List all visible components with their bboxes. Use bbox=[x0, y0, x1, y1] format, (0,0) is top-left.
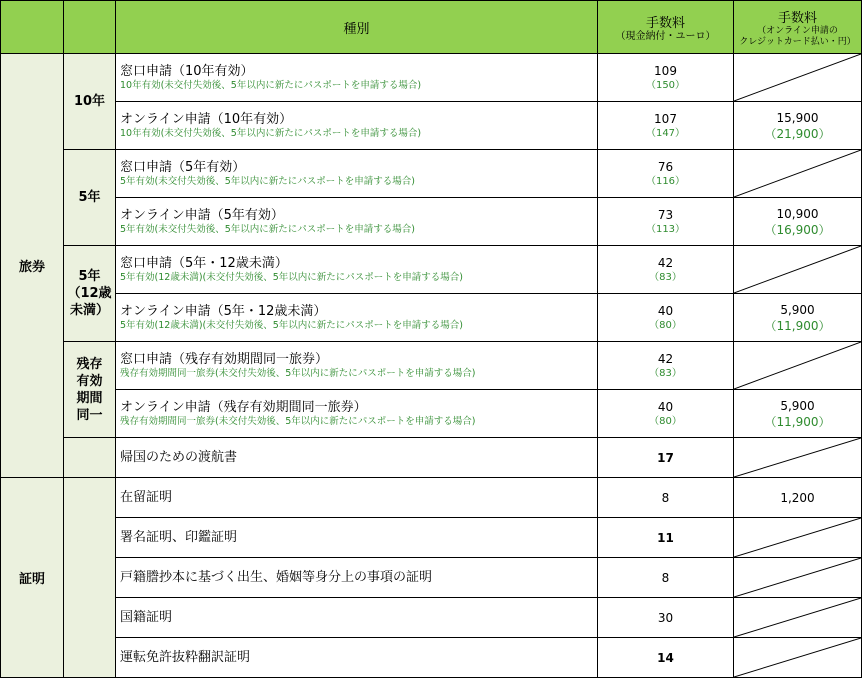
header-fee: 手数料 （現金納付・ユーロ） bbox=[598, 1, 734, 54]
category-certificate: 証明 bbox=[1, 478, 64, 678]
header-blank-2 bbox=[64, 1, 116, 54]
item-cell: オンライン申請（残存有効期間同一旅券） 残存有効期間同一旅券(未交付失効後、5年以内に新たにパスポートを申請する場合) bbox=[116, 390, 598, 438]
header-online-fee: 手数料 （オンライン申請の クレジットカード払い・円） bbox=[734, 1, 862, 54]
item-cell: 窓口申請（5年・12歳未満） 5年有効(12歳未満)(未交付失効後、5年以内に新たにパスポートを申請する場合) bbox=[116, 246, 598, 294]
not-applicable-cell bbox=[734, 598, 862, 638]
not-applicable-cell bbox=[734, 438, 862, 478]
online-fee-cell: 1,200 bbox=[734, 478, 862, 518]
header-kind: 種別 bbox=[116, 1, 598, 54]
item-cell: 運転免許抜粋翻訳証明 bbox=[116, 638, 598, 678]
fee-cell: 8 bbox=[598, 478, 734, 518]
table-row bbox=[1, 390, 862, 438]
group-blank bbox=[64, 478, 116, 678]
fee-cell: 40 （80） bbox=[598, 294, 734, 342]
online-fee-cell: 15,900 （21,900） bbox=[734, 102, 862, 150]
table-row bbox=[1, 518, 862, 558]
table-row bbox=[1, 246, 862, 294]
group-remaining-validity: 残存 有効 期間 同一 bbox=[64, 342, 116, 438]
table-row bbox=[1, 150, 862, 198]
fee-cell: 76 （116） bbox=[598, 150, 734, 198]
group-5-year: 5年 bbox=[64, 150, 116, 246]
fee-cell: 73 （113） bbox=[598, 198, 734, 246]
table-row bbox=[1, 54, 862, 102]
fee-cell: 42 （83） bbox=[598, 246, 734, 294]
table-row bbox=[1, 198, 862, 246]
table-row bbox=[1, 598, 862, 638]
not-applicable-cell bbox=[734, 558, 862, 598]
table-row bbox=[1, 438, 862, 478]
fee-cell: 107 （147） bbox=[598, 102, 734, 150]
item-cell: 在留証明 bbox=[116, 478, 598, 518]
table-row bbox=[1, 638, 862, 678]
fee-cell: 30 bbox=[598, 598, 734, 638]
fee-cell: 8 bbox=[598, 558, 734, 598]
table-row bbox=[1, 294, 862, 342]
header-row bbox=[1, 1, 862, 54]
item-cell: 窓口申請（5年有効） 5年有効(未交付失効後、5年以内に新たにパスポートを申請する場合) bbox=[116, 150, 598, 198]
not-applicable-cell bbox=[734, 246, 862, 294]
fee-cell: 11 bbox=[598, 518, 734, 558]
group-blank bbox=[64, 438, 116, 478]
item-cell: オンライン申請（5年・12歳未満） 5年有効(12歳未満)(未交付失効後、5年以内に新たにパスポートを申請する場合) bbox=[116, 294, 598, 342]
not-applicable-cell bbox=[734, 150, 862, 198]
online-fee-cell: 5,900 （11,900） bbox=[734, 294, 862, 342]
fee-cell: 109 （150） bbox=[598, 54, 734, 102]
fee-cell: 14 bbox=[598, 638, 734, 678]
category-passport: 旅券 bbox=[1, 54, 64, 478]
group-5-year-under-12: 5年 （12歳 未満） bbox=[64, 246, 116, 342]
table-row bbox=[1, 558, 862, 598]
item-cell: 署名証明、印鑑証明 bbox=[116, 518, 598, 558]
fee-cell: 42 （83） bbox=[598, 342, 734, 390]
item-cell: 窓口申請（残存有効期間同一旅券） 残存有効期間同一旅券(未交付失効後、5年以内に新たにパスポートを申請する場合) bbox=[116, 342, 598, 390]
group-10-year: 10年 bbox=[64, 54, 116, 150]
table-row bbox=[1, 102, 862, 150]
not-applicable-cell bbox=[734, 518, 862, 558]
not-applicable-cell bbox=[734, 638, 862, 678]
table-row bbox=[1, 342, 862, 390]
item-cell: 戸籍謄抄本に基づく出生、婚姻等身分上の事項の証明 bbox=[116, 558, 598, 598]
fee-cell: 17 bbox=[598, 438, 734, 478]
online-fee-cell: 10,900 （16,900） bbox=[734, 198, 862, 246]
item-cell: 窓口申請（10年有効） 10年有効(未交付失効後、5年以内に新たにパスポートを申請する場合) bbox=[116, 54, 598, 102]
item-cell: 国籍証明 bbox=[116, 598, 598, 638]
fee-cell: 40 （80） bbox=[598, 390, 734, 438]
not-applicable-cell bbox=[734, 342, 862, 390]
not-applicable-cell bbox=[734, 54, 862, 102]
online-fee-cell: 5,900 （11,900） bbox=[734, 390, 862, 438]
item-cell: オンライン申請（10年有効） 10年有効(未交付失効後、5年以内に新たにパスポートを申請する場合) bbox=[116, 102, 598, 150]
item-cell: オンライン申請（5年有効） 5年有効(未交付失効後、5年以内に新たにパスポートを申請する場合) bbox=[116, 198, 598, 246]
item-cell: 帰国のための渡航書 bbox=[116, 438, 598, 478]
table-row bbox=[1, 478, 862, 518]
header-blank-1 bbox=[1, 1, 64, 54]
